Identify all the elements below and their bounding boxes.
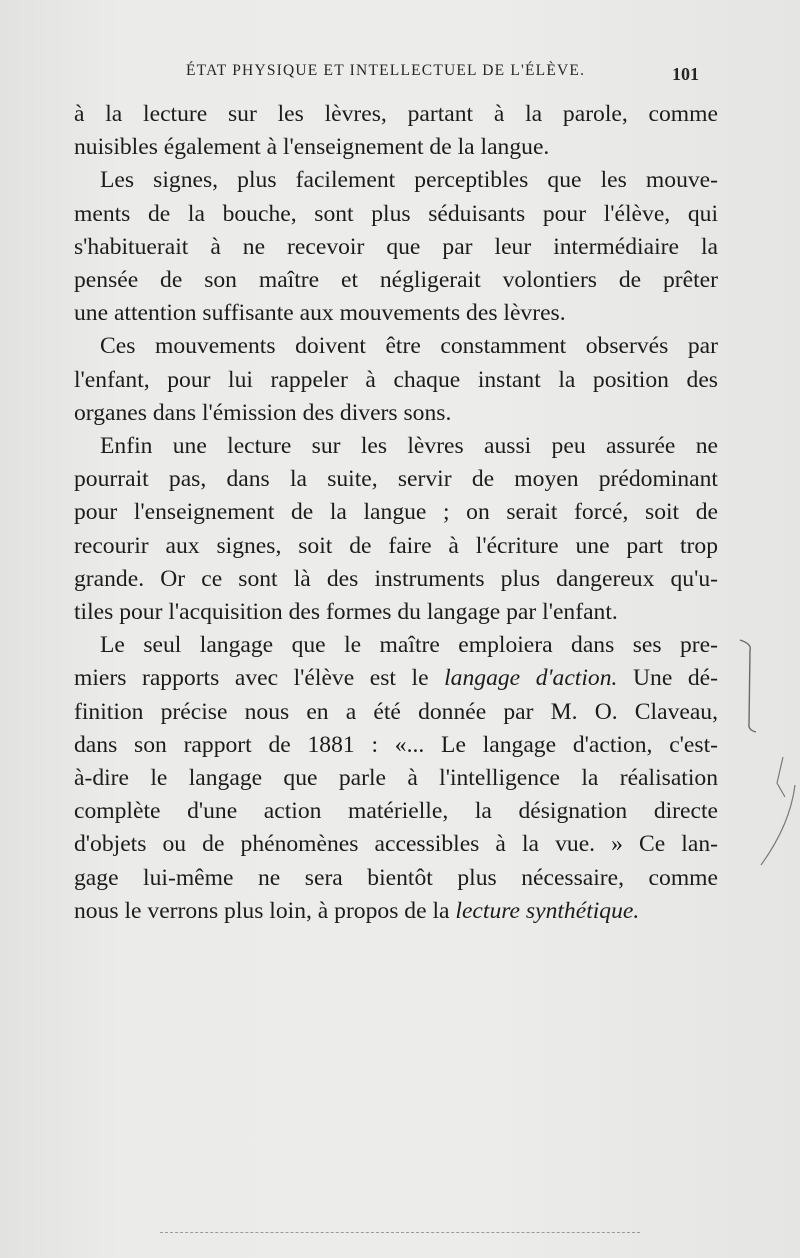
running-head: ÉTAT PHYSIQUE ET INTELLECTUEL DE L'ÉLÈVE. [186, 62, 586, 79]
text-line: d'objets ou de phénomènes accessibles à la vue. » Ce lan- [74, 831, 718, 858]
text-segment: nous le verrons plus loin, à propos de la [74, 897, 450, 924]
text-line: tiles pour l'acquisition des formes du langage par l'enfant. [74, 599, 618, 626]
text-line-with-italic [74, 662, 718, 695]
text-line: une attention suffisante aux mouvements des lèvres. [74, 300, 566, 327]
text-line: s'habituerait à ne recevoir que par leur intermédiaire la [74, 233, 718, 260]
italic-term: langage d'action. [444, 665, 618, 692]
text-line: Les signes, plus facilement perceptibles que les mouve- [100, 167, 718, 194]
text-line: pourrait pas, dans la suite, servir de moyen prédominant [74, 466, 718, 493]
text-segment: miers rapports avec l'élève est le [74, 665, 429, 692]
text-line: complète d'une action matérielle, la désignation directe [74, 798, 718, 825]
body-text [74, 98, 718, 928]
text-line: finition précise nous en a été donnée par M. O. Claveau, [74, 698, 718, 725]
text-line-with-italic [74, 895, 718, 928]
page-number: 101 [672, 64, 699, 84]
text-line: l'enfant, pour lui rappeler à chaque instant la position des [74, 366, 718, 393]
margin-bracket-mark [732, 636, 772, 736]
text-line: Le seul langage que le maître emploiera dans ses pre- [100, 632, 718, 659]
text-line: pensée de son maître et négligerait volontiers de prêter [74, 267, 718, 294]
text-line: à-dire le langage que parle à l'intelligence la réalisation [74, 765, 718, 792]
text-line: à la lecture sur les lèvres, partant à la parole, comme [74, 101, 718, 127]
text-line: recourir aux signes, soit de faire à l'écriture une part trop [74, 532, 718, 559]
text-line: dans son rapport de 1881 : «... Le langage d'action, c'est- [74, 731, 718, 758]
text-line: ments de la bouche, sont plus séduisants pour l'élève, qui [74, 200, 718, 227]
text-line: Ces mouvements doivent être constamment observés par [100, 333, 718, 360]
text-line: grande. Or ce sont là des instruments plus dangereux qu'u- [74, 565, 718, 592]
bottom-rule [160, 1232, 640, 1233]
text-line: Enfin une lecture sur les lèvres aussi peu assurée ne [100, 433, 718, 460]
text-segment: Une dé- [632, 665, 718, 692]
text-line: nuisibles également à l'enseignement de la langue. [74, 134, 550, 161]
text-line: pour l'enseignement de la langue ; on serait forcé, soit de [74, 499, 718, 526]
text-line: gage lui-même ne sera bientôt plus nécessaire, comme [74, 864, 718, 891]
margin-pencil-mark [755, 755, 800, 870]
italic-term: lecture synthétique. [455, 897, 640, 924]
text-line: organes dans l'émission des divers sons. [74, 399, 452, 426]
